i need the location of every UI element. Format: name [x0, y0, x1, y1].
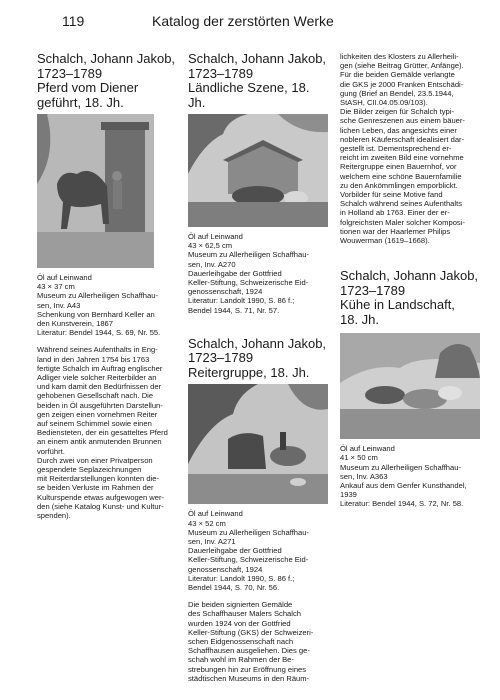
entry-metadata: Öl auf Leinwand 41 × 50 cm Museum zu Allerheiligen Schaffhau- sen, Inv. A363 Ankauf aus dem Genfer Kunsthandel, 1939 Literatur: Bendel 1944, S. 72, Nr. 58. [340, 444, 467, 509]
catalog-entry-pferd [37, 52, 179, 520]
painting-image-rural-scene [188, 114, 328, 227]
entry-metadata: Öl auf Leinwand 43 × 52 cm Museum zu Allerheiligen Schaffhau- sen, Inv. A271 Dauerleihgabe der Gottfried Keller-Stiftung, Schweizerische Eid- genossenschaft, 1924 Literatur: Landolt 1990, S. 86 f.; Bendel 1944, S. 70, Nr. 56. [188, 509, 310, 592]
catalog-entry-kuehe [340, 269, 485, 508]
catalog-entry-reitergruppe [188, 337, 330, 683]
catalog-entry-laendliche-szene [188, 52, 330, 315]
entry-heading: Schalch, Johann Jakob, 1723–1789 Reitergruppe, 18. Jh. [188, 335, 327, 380]
entry-text: Während seines Aufenthalts in Eng- land in den Jahren 1754 bis 1763 fertigte Schalch im Auftrag englischer Adliger viele solcher Reiterbilder an und kam damit den Bedürfnissen der gehobenen Gesellschaft nach. Die beiden in Öl ausgeführten Darstellun- gen zeigen einen vornehmen Reiter auf seinem Schimmel sowie einen Bediensteten, der ein gesatteltes Pferd an einem antik anmutenden Brunnen vorführt. Durch zwei von einer Privatperson gespendete Seplazeichnungen mit Reiterdarstellungen konnten die- se beiden Verluste im Rahmen der Kulturspende etwas aufgewogen wer- den (siehe Katalog Kunst- und Kultur- spenden). [37, 345, 168, 521]
entry-heading: Schalch, Johann Jakob, 1723–1789 Kühe in Landschaft, 18. Jh. [340, 268, 479, 327]
entry-text-continued: lichkeiten des Klosters zu Allerheili- gen (siehe Beitrag Grütter, Anfänge). Für die beiden Gemälde verlangte die GKS je 2000 Franken Entschädi- gung (Brief an Bendel, 23.5.1944, StASH, CII.04.05.09/103). Die Bilder zeigen für Schalch typi- sche Genreszenen aus einem bäuer- lichen Leben, das angesichts einer nobleren Käuferschaft idealisiert dar- gestellt ist. Dementsprechend er- reicht im zweiten Bild eine vornehme Reitergruppe einen Bauernhof, vor welchem eine schöne Bauernfamilie zu den Ankömmlingen emporblickt. Vorbilder für seine Motive fand Schalch während seines Aufenthalts in Holland ab 1763. Einer der er- folgreichsten Maler solcher Komposi- tionen war der Haarlemer Philips Wouwerman (1619–1668). [340, 52, 465, 246]
entry-text: Die beiden signierten Gemälde des Schaffhauser Malers Schalch wurden 1924 von der Gottfried Keller-Stiftung (GKS) der Schweizeri- schen Eidgenossenschaft nach Schaffhausen ausgeliehen. Dies ge- schah wohl im Rahmen der Be- strebungen hin zur Eröffnung eines städtischen Museums in den Räum- [188, 600, 314, 683]
painting-image-cows [340, 333, 480, 439]
page-number: 119 [62, 13, 85, 29]
catalog-column-middle [188, 52, 330, 683]
entry-heading: Schalch, Johann Jakob, 1723–1789 Ländliche Szene, 18. Jh. [188, 51, 327, 110]
entry-metadata: Öl auf Leinwand 43 × 37 cm Museum zu Allerheiligen Schaffhau- sen, Inv. A43 Schenkung von Bernhard Keller an den Kunstverein, 1867 Literatur: Bendel 1944, S. 69, Nr. 55. [37, 273, 161, 338]
running-header: Katalog der zerstörten Werke [152, 13, 334, 29]
entry-heading: Schalch, Johann Jakob, 1723–1789 Pferd vom Diener geführt, 18. Jh. [37, 51, 176, 110]
catalog-column-right [340, 52, 485, 509]
painting-image-horse [37, 114, 154, 268]
entry-metadata: Öl auf Leinwand 43 × 62,5 cm Museum zu Allerheiligen Schaffhau- sen, Inv. A270 Dauerleihgabe der Gottfried Keller-Stiftung, Schweizerische Eid- genossenschaft, 1924 Literatur: Landolt 1990, S. 86 f.; Bendel 1944, S. 71, Nr. 57. [188, 232, 310, 315]
painting-image-rider-group [188, 384, 328, 504]
